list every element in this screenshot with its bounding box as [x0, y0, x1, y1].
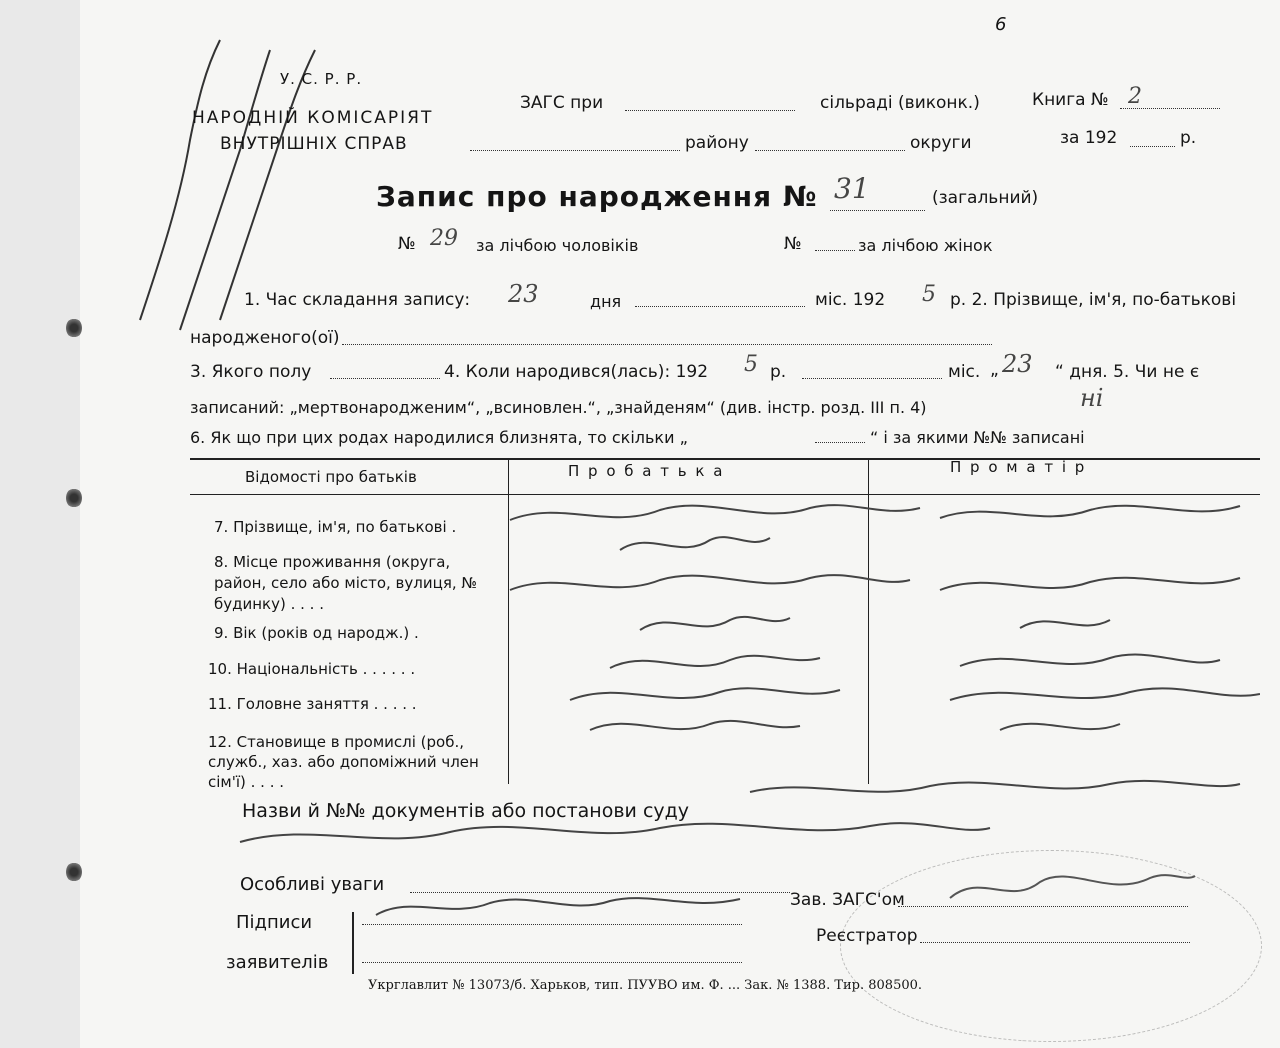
table-row-label-8-text: 8. Місце проживання (округа, район, село або місто, вулиця, № будинку) . . . .: [214, 553, 477, 613]
applicant-signature: [370, 885, 750, 925]
raion-line: [470, 150, 680, 151]
table-col-father: П р о б а т ь к а: [568, 462, 725, 480]
zags-prefix: ЗАГС при: [520, 93, 604, 113]
record-number: 31: [834, 172, 870, 205]
book-label: Книга №: [1032, 90, 1109, 110]
notes-label: Особливі уваги: [240, 874, 385, 895]
table-row-label-10: 10. Національність . . . . . .: [208, 660, 416, 678]
table-row-label-12-text: 12. Становище в промислі (роб., служб., хаз. або допоміжний член сім'ї) . . . .: [208, 733, 479, 791]
field4-month-line: [802, 378, 942, 379]
table-row-label-9: 9. Вік (років од народж.) .: [214, 624, 419, 642]
table-col-label: Відомості про батьків: [245, 468, 417, 486]
field3-label: 3. Якого полу: [190, 362, 312, 382]
field2-sub: народженого(ої): [190, 328, 340, 348]
book-number-line: [1120, 108, 1220, 109]
record-title: Запис про народження №: [376, 180, 818, 213]
year-label-post: р.: [1180, 128, 1197, 148]
men-number: 29: [430, 226, 458, 251]
punch-hole: [66, 318, 82, 338]
field4-r: р.: [770, 362, 787, 382]
printer-imprint: Укрглавлит № 13073/б. Харьков, тип. ПУУВО им. Ф. ... Зак. № 1388. Тир. 808500.: [368, 978, 923, 993]
okruha-line: [755, 150, 905, 151]
record-number-line: [830, 210, 925, 211]
field6-line: 6. Як що при цих родах народилися близнята, то скільки „: [190, 428, 688, 447]
ministry-line1: НАРОДНІЙ КОМІСАРІЯТ: [192, 108, 434, 128]
year-label-pre: за 192: [1060, 128, 1118, 148]
zags-village-line: [625, 110, 795, 111]
republic-label: У. С. Р. Р.: [280, 70, 363, 88]
signatures-label1: Підписи: [236, 912, 313, 933]
field4-day-open: „: [990, 360, 999, 380]
field6-end: “ і за якими №№ записані: [870, 428, 1085, 447]
table-col-mother: П р о м а т і р: [950, 458, 1087, 476]
table-row-label-11: 11. Головне заняття . . . . .: [208, 695, 417, 713]
field6-twins-line: [815, 442, 865, 443]
field1-label: 1. Час складання запису:: [244, 290, 471, 310]
field4-day-label: “ дня. 5. Чи не є: [1055, 362, 1200, 382]
record-day: 23: [508, 280, 539, 308]
handwritten-table-entries: [500, 490, 1260, 760]
table-row-label-7: 7. Прізвище, ім'я, по батькові .: [214, 518, 457, 536]
book-number: 2: [1128, 84, 1142, 109]
table-row-label-8: [214, 552, 494, 615]
ministry-line2: ВНУТРІШНІХ СПРАВ: [220, 134, 408, 154]
field1-year-digit: 5: [922, 282, 936, 307]
registrar-label: Реєстратор: [816, 926, 918, 946]
field1-month-line: [635, 306, 805, 307]
okruha-label: округи: [910, 133, 972, 153]
table-top-rule: [190, 458, 1260, 460]
zags-suffix: сільраді (виконк.): [820, 93, 980, 113]
signatures-bracket: [352, 912, 354, 974]
official-stamp: [840, 850, 1262, 1042]
field5-line: записаний: „мертвонародженим“, „всиновлен.“, „знайденям“ (див. інстр. розд. III п. 4): [190, 398, 927, 417]
field4-label: 4. Коли народився(лась): 192: [444, 362, 709, 382]
women-prefix: №: [784, 234, 802, 254]
field2-name-line: [342, 344, 992, 345]
field3-line: [330, 378, 440, 379]
field1-day-label: дня: [590, 292, 622, 311]
documents-label: Назви й №№ документів або постанови суду: [242, 800, 690, 822]
women-label: за лічбою жінок: [858, 236, 993, 255]
document-page: [80, 0, 1280, 1048]
women-number-line: [815, 250, 855, 251]
birth-day: 23: [1002, 350, 1033, 378]
signatures-label2: заявителів: [226, 952, 329, 973]
raion-label: району: [685, 133, 749, 153]
head-label: Зав. ЗАГС'ом: [790, 890, 905, 910]
men-prefix: №: [398, 234, 416, 254]
year-line: [1130, 146, 1175, 147]
field5-answer: ні: [1080, 384, 1104, 412]
punch-hole: [66, 862, 82, 882]
field2-label: р. 2. Прізвище, ім'я, по-батькові: [950, 290, 1237, 310]
punch-hole: [66, 488, 82, 508]
handwritten-documents-entry: [230, 770, 1250, 860]
men-label: за лічбою чоловіків: [476, 236, 639, 255]
field1-month-label: міс. 192: [815, 290, 886, 310]
field4-month-label: міс.: [948, 362, 981, 382]
page-number: 6: [995, 14, 1007, 35]
field4-year-digit: 5: [744, 352, 758, 377]
record-title-suffix: (загальний): [932, 188, 1039, 208]
signature-line2: [362, 962, 742, 963]
